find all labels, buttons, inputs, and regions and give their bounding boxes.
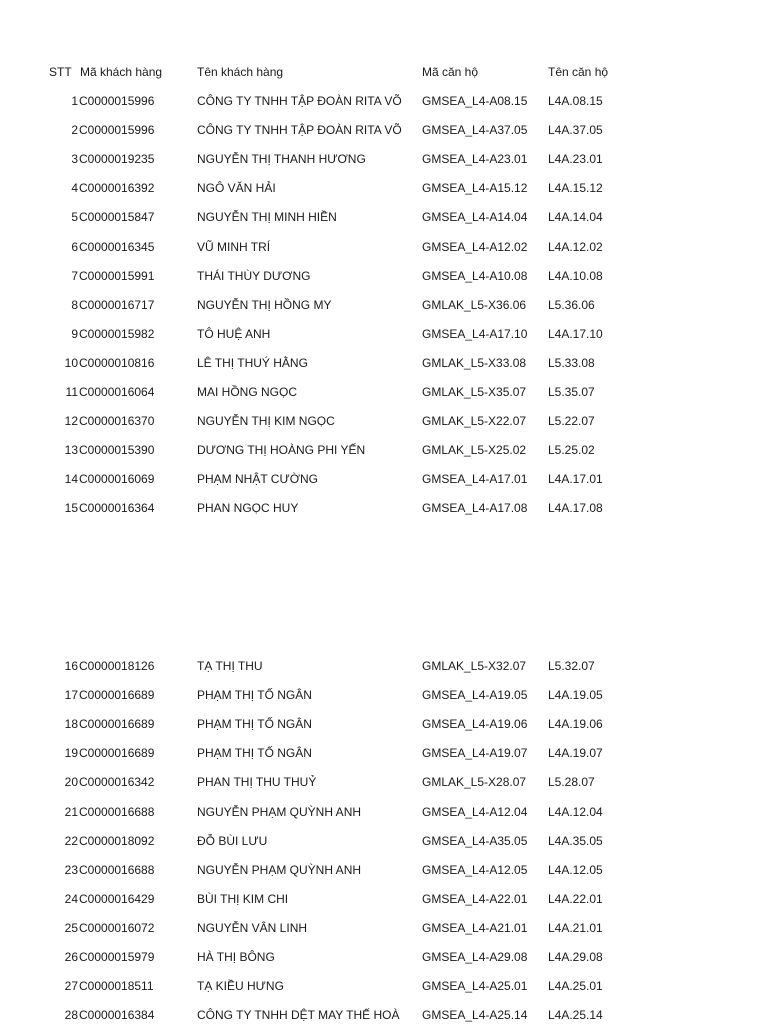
table-row (0, 325, 768, 343)
row-apartment-code: GMSEA_L4-A22.01 (422, 891, 528, 906)
row-stt: 4 (71, 181, 78, 196)
table-row (0, 296, 768, 314)
row-stt: 21 (64, 804, 78, 819)
row-apartment-name: L4A.14.04 (548, 210, 603, 225)
row-customer-name: PHẠM NHẬT CƯỜNG (197, 472, 318, 487)
table-row (0, 238, 768, 256)
row-stt: 13 (64, 443, 78, 458)
row-stt: 26 (64, 950, 78, 964)
row-apartment-name: L4A.19.05 (548, 688, 603, 703)
row-customer-code: C0000015979 (79, 950, 155, 964)
row-apartment-code: GMSEA_L4-A23.01 (422, 152, 528, 167)
header-apartment-name: Tên căn hộ (548, 65, 609, 79)
row-apartment-name: L5.32.07 (548, 659, 595, 673)
row-customer-name: NGUYỄN THỊ KIM NGỌC (197, 414, 335, 429)
table-row (0, 267, 768, 285)
row-customer-name: HÀ THỊ BÔNG (197, 950, 275, 964)
row-apartment-name: L4A.17.01 (548, 472, 603, 487)
row-stt: 12 (64, 414, 78, 429)
row-apartment-code: GMSEA_L4-A12.02 (422, 239, 528, 254)
row-apartment-name: L4A.10.08 (548, 268, 603, 283)
row-apartment-name: L5.22.07 (548, 414, 595, 429)
header-stt: STT (49, 65, 72, 79)
table-row (0, 977, 768, 995)
row-customer-code: C0000016689 (79, 717, 155, 732)
row-stt: 10 (64, 355, 78, 370)
row-customer-name: VŨ MINH TRÍ (197, 239, 271, 254)
row-customer-code: C0000015996 (79, 94, 155, 108)
row-apartment-code: GMSEA_L4-A10.08 (422, 268, 528, 283)
row-customer-name: TẠ KIỀU HƯNG (197, 979, 284, 994)
row-apartment-name: L4A.12.04 (548, 804, 603, 819)
row-customer-code: C0000016688 (79, 862, 155, 877)
row-customer-name: NGÔ VĂN HẢI (197, 181, 276, 196)
row-apartment-code: GMLAK_L5-X28.07 (422, 775, 527, 790)
row-customer-name: THÁI THÙY DƯƠNG (197, 268, 311, 283)
row-apartment-name: L4A.15.12 (548, 181, 603, 196)
row-stt: 22 (64, 833, 78, 848)
row-customer-name: CÔNG TY TNHH TẬP ĐOÀN RITA VÕ (197, 94, 402, 108)
row-customer-name: DƯƠNG THỊ HOÀNG PHI YẾN (197, 443, 366, 458)
table-row (0, 121, 768, 139)
row-customer-code: C0000015991 (79, 268, 155, 283)
row-customer-code: C0000016689 (79, 688, 155, 703)
row-customer-code: C0000016689 (79, 746, 155, 761)
row-apartment-code: GMSEA_L4-A37.05 (422, 123, 528, 138)
row-apartment-code: GMSEA_L4-A25.01 (422, 979, 528, 994)
row-apartment-code: GMSEA_L4-A14.04 (422, 210, 528, 225)
row-apartment-code: GMSEA_L4-A12.05 (422, 862, 528, 877)
row-customer-name: NGUYỄN THỊ THANH HƯƠNG (197, 152, 366, 167)
row-customer-name: NGUYỄN PHẠM QUỲNH ANH (197, 862, 362, 877)
row-customer-name: PHẠM THỊ TỐ NGÂN (197, 717, 312, 732)
row-customer-name: NGUYỄN THỊ HỒNG MY (197, 297, 332, 312)
row-apartment-name: L4A.19.06 (548, 717, 603, 732)
row-apartment-name: L4A.19.07 (548, 746, 603, 761)
row-customer-code: C0000016429 (79, 891, 155, 906)
row-stt: 3 (71, 152, 78, 167)
row-stt: 15 (64, 501, 78, 516)
table-header (0, 63, 768, 81)
table-row (0, 744, 768, 762)
row-apartment-name: L4A.21.01 (548, 920, 603, 935)
row-stt: 25 (64, 920, 78, 935)
row-apartment-name: L5.36.06 (548, 297, 595, 312)
row-stt: 18 (64, 717, 78, 732)
row-apartment-name: L4A.29.08 (548, 950, 603, 964)
row-apartment-code: GMSEA_L4-A19.06 (422, 717, 528, 732)
table-row (0, 832, 768, 850)
row-customer-code: C0000016364 (79, 501, 155, 516)
row-apartment-code: GMSEA_L4-A15.12 (422, 181, 528, 196)
row-apartment-code: GMSEA_L4-A12.04 (422, 804, 528, 819)
row-apartment-name: L4A.37.05 (548, 123, 603, 138)
row-apartment-name: L4A.25.14 (548, 1008, 603, 1023)
row-stt: 2 (71, 123, 78, 138)
row-apartment-code: GMSEA_L4-A21.01 (422, 920, 528, 935)
row-customer-code: C0000015847 (79, 210, 155, 225)
row-customer-code: C0000016688 (79, 804, 155, 819)
table-row (0, 150, 768, 168)
row-customer-code: C0000016717 (79, 297, 155, 312)
row-stt: 8 (71, 297, 78, 312)
row-customer-name: NGUYỄN THỊ MINH HIỀN (197, 210, 337, 225)
row-customer-code: C0000016384 (79, 1008, 155, 1023)
table-row (0, 686, 768, 704)
table-row (0, 412, 768, 430)
row-apartment-code: GMLAK_L5-X25.02 (422, 443, 527, 458)
row-apartment-name: L5.35.07 (548, 385, 595, 399)
row-stt: 24 (64, 891, 78, 906)
row-apartment-code: GMSEA_L4-A29.08 (422, 950, 528, 964)
row-stt: 7 (71, 268, 78, 283)
row-apartment-code: GMLAK_L5-X35.07 (422, 385, 527, 399)
row-apartment-code: GMSEA_L4-A19.05 (422, 688, 528, 703)
table-row (0, 657, 768, 675)
row-stt: 11 (65, 385, 78, 399)
table-row (0, 208, 768, 226)
row-customer-name: LÊ THỊ THUÝ HẰNG (197, 355, 308, 370)
row-customer-code: C0000015390 (79, 443, 155, 458)
row-customer-code: C0000016069 (79, 472, 155, 487)
table-row (0, 92, 768, 110)
row-customer-code: C0000018126 (79, 659, 155, 673)
table-row (0, 773, 768, 791)
row-apartment-name: L5.28.07 (548, 775, 595, 790)
header-apartment-code: Mã căn hộ (422, 65, 479, 79)
row-stt: 14 (64, 472, 78, 487)
row-customer-code: C0000015982 (79, 326, 155, 341)
table-row (0, 919, 768, 937)
table-row (0, 890, 768, 908)
table-row (0, 179, 768, 197)
row-customer-code: C0000016064 (79, 385, 155, 399)
header-customer-code: Mã khách hàng (80, 65, 163, 79)
row-customer-code: C0000016342 (79, 775, 155, 790)
row-apartment-name: L4A.12.02 (548, 239, 603, 254)
table-row (0, 803, 768, 821)
table-row (0, 1006, 768, 1024)
table-row (0, 715, 768, 733)
row-stt: 1 (71, 94, 78, 108)
row-customer-name: TÔ HUỆ ANH (197, 326, 271, 341)
row-apartment-code: GMSEA_L4-A17.08 (422, 501, 528, 516)
row-apartment-code: GMLAK_L5-X36.06 (422, 297, 527, 312)
row-stt: 27 (64, 979, 78, 994)
table-row (0, 948, 768, 966)
table-row (0, 354, 768, 372)
row-apartment-code: GMSEA_L4-A08.15 (422, 94, 528, 108)
row-apartment-name: L4A.12.05 (548, 862, 603, 877)
row-customer-code: C0000018511 (79, 979, 154, 994)
row-apartment-name: L4A.08.15 (548, 94, 603, 108)
row-customer-name: PHAN THỊ THU THUỶ (197, 775, 317, 790)
row-customer-name: BÙI THỊ KIM CHI (197, 891, 289, 906)
row-customer-name: PHẠM THỊ TỐ NGÂN (197, 746, 312, 761)
row-customer-code: C0000010816 (79, 355, 155, 370)
row-customer-code: C0000016370 (79, 414, 155, 429)
row-apartment-name: L4A.22.01 (548, 891, 603, 906)
row-stt: 17 (64, 688, 78, 703)
row-apartment-code: GMSEA_L4-A17.10 (422, 326, 528, 341)
row-customer-name: NGUYỄN PHẠM QUỲNH ANH (197, 804, 362, 819)
row-customer-code: C0000016392 (79, 181, 155, 196)
row-customer-code: C0000018092 (79, 833, 155, 848)
row-apartment-name: L4A.17.10 (548, 326, 603, 341)
row-apartment-code: GMSEA_L4-A19.07 (422, 746, 528, 761)
row-customer-name: MAI HỒNG NGỌC (197, 385, 298, 399)
row-apartment-name: L4A.17.08 (548, 501, 603, 516)
table-row (0, 441, 768, 459)
row-customer-name: NGUYỄN VÂN LINH (197, 920, 308, 935)
row-apartment-name: L4A.35.05 (548, 833, 603, 848)
row-stt: 20 (64, 775, 78, 790)
table-row (0, 383, 768, 401)
row-apartment-name: L5.25.02 (548, 443, 595, 458)
row-customer-name: TẠ THỊ THU (197, 659, 263, 673)
row-stt: 16 (64, 659, 78, 673)
row-customer-name: PHẠM THỊ TỐ NGÂN (197, 688, 312, 703)
row-stt: 28 (64, 1008, 78, 1023)
row-customer-name: CÔNG TY TNHH TẬP ĐOÀN RITA VÕ (197, 123, 402, 138)
row-stt: 9 (71, 326, 78, 341)
row-apartment-code: GMSEA_L4-A17.01 (422, 472, 528, 487)
row-apartment-name: L4A.25.01 (548, 979, 603, 994)
row-customer-name: CÔNG TY TNHH DỆT MAY THẾ HOÀ (197, 1008, 400, 1023)
row-apartment-name: L4A.23.01 (548, 152, 603, 167)
row-apartment-code: GMLAK_L5-X32.07 (422, 659, 527, 673)
row-stt: 5 (71, 210, 78, 225)
row-stt: 23 (64, 862, 78, 877)
table-row (0, 470, 768, 488)
row-stt: 19 (64, 746, 78, 761)
table-row (0, 499, 768, 517)
row-apartment-code: GMLAK_L5-X22.07 (422, 414, 527, 429)
row-customer-code: C0000019235 (79, 152, 155, 167)
row-customer-code: C0000016345 (79, 239, 155, 254)
row-stt: 6 (71, 239, 78, 254)
row-customer-code: C0000016072 (79, 920, 155, 935)
row-customer-code: C0000015996 (79, 123, 155, 138)
row-apartment-code: GMSEA_L4-A25.14 (422, 1008, 528, 1023)
row-apartment-code: GMLAK_L5-X33.08 (422, 355, 527, 370)
row-customer-name: ĐỖ BÙI LƯU (197, 833, 268, 848)
row-apartment-code: GMSEA_L4-A35.05 (422, 833, 528, 848)
header-customer-name: Tên khách hàng (197, 65, 284, 79)
row-customer-name: PHAN NGỌC HUY (197, 501, 299, 516)
table-row (0, 861, 768, 879)
row-apartment-name: L5.33.08 (548, 355, 595, 370)
